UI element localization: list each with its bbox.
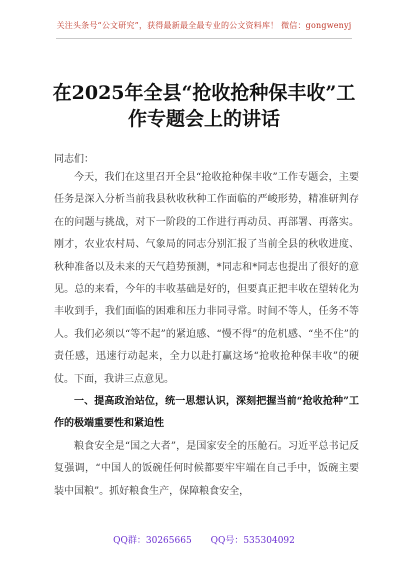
document-body [54, 167, 359, 503]
footer-qq-group: QQ群：30265665 [113, 536, 192, 546]
title-line-2: 作专题会上的讲话 [127, 108, 280, 130]
footer-contact [0, 533, 408, 546]
title-line-1: 在2025年全县“抢收抢种保丰收”工 [52, 82, 356, 104]
header-divider [56, 38, 352, 39]
header-note: 关注头条号“公文研究”，获得最新最全最专业的公文资料库！ 微信：gongwenyj [56, 21, 352, 30]
paragraph-food-security: 粮食安全是“国之大者”，是国家安全的压舱石。习近平总书记反复强调，“中国人的饭碗任何时候都要牢牢端在自己手中，饭碗主要装中国粮”。抓好粮食生产，保障粮食安全， [54, 440, 359, 497]
footer-qq-number: QQ号：535304092 [210, 536, 295, 546]
section-heading-1: 一、提高政治站位，统一思想认识，深刻把握当前“抢收抢种”工作的极端重要性和紧迫性 [54, 396, 359, 430]
paragraph-intro: 今天，我们在这里召开全县“抢收抢种保丰收”工作专题会，主要任务是深入分析当前我县秋收秋种工作面临的严峻形势，精准研判存在的问题与挑战，对下一阶段的工作进行再动员、再部署、再落实。刚才，农业农村局、气象局的同志分别汇报了当前全县的秋收进度、秋种准备以及未来的天气趋势预测，*同志和*同志也提出了很好的意见。总的来看，今年的丰收基础是好的，但要真正把丰收在望转化为丰收到手，我们面临的困难和压力非同寻常。时间不等人，任务不等人。我们必须以“等不起”的紧迫感、“慢不得”的危机感、“坐不住”的责任感，迅速行动起来，全力以赴打赢这场“抢收抢种保丰收”的硬仗。下面，我讲三点意见。 [54, 172, 359, 385]
document-title [40, 80, 368, 132]
salutation: 同志们： [54, 154, 94, 165]
